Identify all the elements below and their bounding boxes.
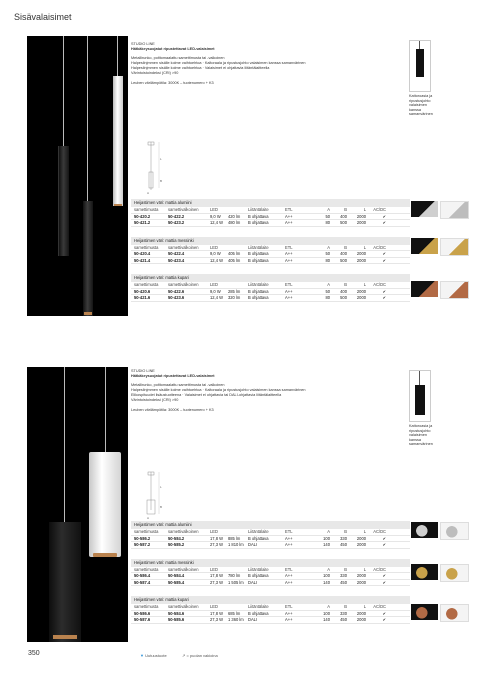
cell: 140 xyxy=(323,542,330,547)
table-group xyxy=(131,596,410,624)
th: AC/DC xyxy=(373,566,386,572)
th: B xyxy=(344,529,347,534)
th: Liitäntälaite xyxy=(248,566,269,572)
th: samettimusta xyxy=(134,529,159,534)
th: AC/DC xyxy=(373,207,386,212)
cell: 50-421.6 xyxy=(134,295,151,300)
cell: 12,4 W xyxy=(210,220,223,225)
svg-text:A: A xyxy=(147,191,150,195)
brand: STUDIO LINE xyxy=(131,369,155,373)
cell: 330 xyxy=(340,573,347,578)
swatch-black-copper xyxy=(411,604,438,620)
swatch-white-copper xyxy=(440,604,469,622)
th: B xyxy=(344,244,347,250)
cell: 50-423.6 xyxy=(168,295,185,300)
cell: 2000 xyxy=(356,257,366,263)
table-group xyxy=(131,237,410,265)
cell: A++ xyxy=(285,610,293,616)
th: AC/DC xyxy=(373,529,386,534)
canopy-thumb-2 xyxy=(409,370,439,447)
cell: 50-587.6 xyxy=(134,617,151,622)
cell: 685 lm xyxy=(228,610,241,616)
cell: 400 xyxy=(340,288,347,294)
cell: 50-584.4 xyxy=(168,573,185,578)
cell: A++ xyxy=(285,295,293,300)
cell: 2000 xyxy=(356,610,366,616)
cell: B ohjattava xyxy=(248,257,269,263)
cell: B ohjattava xyxy=(248,535,269,541)
cell: ✔ xyxy=(382,288,386,294)
th: A xyxy=(327,207,330,212)
temp-note: Leuben värilämpötila: 3000K – tuotenumero + K3 xyxy=(131,407,214,412)
th: B xyxy=(344,604,347,609)
cell: 50 xyxy=(325,251,330,256)
cell: 50-421.2 xyxy=(134,220,151,225)
section-1-text xyxy=(131,42,376,86)
cell: 50-586.6 xyxy=(134,610,151,616)
th: L xyxy=(363,207,366,212)
th: L xyxy=(363,529,366,534)
th: LED xyxy=(210,282,218,287)
cell: 50-422.6 xyxy=(168,288,185,294)
cell: DALI xyxy=(248,579,258,585)
cell: 50-420.4 xyxy=(134,251,151,256)
cell: 50-420.2 xyxy=(134,213,151,219)
cell: ✔ xyxy=(382,251,386,256)
th: samettivalkoinen xyxy=(168,604,199,609)
cell: 400 xyxy=(340,251,347,256)
cell: ✔ xyxy=(382,542,386,547)
th: B xyxy=(344,207,347,212)
cell: 450 xyxy=(340,579,347,585)
cell: 2000 xyxy=(356,288,366,294)
dimension-drawing-1 xyxy=(145,140,185,195)
cell: 9,0 W xyxy=(210,288,221,294)
group-title: Heijastimen väri: mattia alumiini xyxy=(131,521,410,529)
th: ETL xyxy=(285,566,293,572)
swatch-black-brass xyxy=(411,564,438,580)
cell: 50-423.2 xyxy=(168,220,185,225)
th: A xyxy=(327,604,330,609)
cell: 50-422.4 xyxy=(168,251,185,256)
cell: 780 lm xyxy=(228,573,241,578)
svg-text:B: B xyxy=(160,505,163,509)
black-pendant-2 xyxy=(83,201,93,316)
svg-text:B: B xyxy=(160,179,163,183)
cell: B ohjattava xyxy=(248,251,269,256)
cell: A++ xyxy=(285,542,293,547)
cell: ✔ xyxy=(382,535,386,541)
th: Liitäntälaite xyxy=(248,282,269,287)
desc-line: Metallirunko, polttomaalattu samettimusta tai -valkoinen xyxy=(131,56,225,61)
th: B xyxy=(344,566,347,572)
swatch-black-alu xyxy=(411,522,438,538)
cell: 405 lm xyxy=(228,257,241,263)
desc-line: Värintoistoindeksi (CRI) >90 xyxy=(131,398,179,403)
cell: 50-421.4 xyxy=(134,257,151,263)
svg-text:L: L xyxy=(160,485,162,489)
th: samettivalkoinen xyxy=(168,207,199,212)
cell: B ohjattava xyxy=(248,295,269,300)
cell: 27,3 W xyxy=(210,579,223,585)
th: samettimusta xyxy=(134,282,159,287)
th: A xyxy=(327,282,330,287)
cell: DALI xyxy=(248,542,258,547)
th: AC/DC xyxy=(373,604,386,609)
th: ETL xyxy=(285,244,293,250)
cell: A++ xyxy=(285,573,293,578)
cell: B ohjattava xyxy=(248,610,269,616)
th: A xyxy=(327,529,330,534)
th: Liitäntälaite xyxy=(248,604,269,609)
black-cylinder-pendant xyxy=(49,522,81,642)
cell: A++ xyxy=(285,257,293,263)
th: B xyxy=(344,282,347,287)
cell: 2000 xyxy=(356,542,366,547)
group-title: Heijastimen väri: mattia messinki xyxy=(131,559,410,567)
th: AC/DC xyxy=(373,282,386,287)
table-group xyxy=(131,521,410,549)
product-photo-2 xyxy=(27,367,128,642)
th: A xyxy=(327,566,330,572)
cell: 50-584.6 xyxy=(168,610,185,616)
cell: 500 xyxy=(340,220,347,225)
cell: ✔ xyxy=(382,220,386,225)
swatch-white-copper xyxy=(440,281,469,299)
cell: 2000 xyxy=(356,573,366,578)
brand: STUDIO LINE xyxy=(131,42,155,46)
swatch-black-copper xyxy=(411,281,438,297)
cell: 27,3 W xyxy=(210,542,223,547)
cell: 50-585.4 xyxy=(168,579,185,585)
cell: A++ xyxy=(285,535,293,541)
legend-standard xyxy=(182,653,218,658)
th: samettivalkoinen xyxy=(168,244,199,250)
cell: B ohjattava xyxy=(248,220,269,225)
cell: A++ xyxy=(285,579,293,585)
th: LED xyxy=(210,604,218,609)
th: L xyxy=(363,566,366,572)
standard-icon: ↗ xyxy=(182,653,186,658)
desc-line: Halpeslinjmmen sisälle kolme vaihtoehtoa · Valaisimet ei ohjattavia liitäntälaitteella xyxy=(131,66,270,71)
cell: 80 xyxy=(325,257,330,263)
cell: 100 xyxy=(323,610,330,616)
group-title: Heijastimen väri: mattia kupari xyxy=(131,274,410,282)
swatch-white-alu xyxy=(440,522,469,540)
cell: 1 810 lm xyxy=(228,542,244,547)
cell: 17,8 W xyxy=(210,573,223,578)
legend-label: = puolan vakioina xyxy=(186,653,218,658)
cell: ✔ xyxy=(382,257,386,263)
subtitle: Hätkäkeysuojatut ripustettavat LED-valaisimet xyxy=(131,47,215,52)
cell: 400 xyxy=(340,213,347,219)
th: samettivalkoinen xyxy=(168,282,199,287)
desc-line: Värintoistoindeksi (CRI) >90 xyxy=(131,71,179,76)
cell: 80 xyxy=(325,295,330,300)
th: samettimusta xyxy=(134,207,159,212)
cell: 2000 xyxy=(356,213,366,219)
th: samettivalkoinen xyxy=(168,529,199,534)
cell: 450 xyxy=(340,617,347,622)
cell: 2000 xyxy=(356,295,366,300)
swatch-black-brass xyxy=(411,238,438,254)
cell: A++ xyxy=(285,213,293,219)
th: ETL xyxy=(285,529,293,534)
cell: 2000 xyxy=(356,579,366,585)
cell: 27,3 W xyxy=(210,617,223,622)
th: A xyxy=(327,244,330,250)
cell: 80 xyxy=(325,220,330,225)
cell: 50-584.2 xyxy=(168,535,185,541)
cell: 480 lm xyxy=(228,220,241,225)
th: samettimusta xyxy=(134,604,159,609)
table-row xyxy=(131,295,410,302)
cell: ✔ xyxy=(382,579,386,585)
cell: ✔ xyxy=(382,617,386,622)
cell: 140 xyxy=(323,617,330,622)
cell: 285 lm xyxy=(228,288,241,294)
cell: 50-420.6 xyxy=(134,288,151,294)
cell: 12,4 W xyxy=(210,257,223,263)
th: LED xyxy=(210,529,218,534)
th: ETL xyxy=(285,207,293,212)
product-table-2 xyxy=(131,521,410,624)
th: ETL xyxy=(285,604,293,609)
canopy-thumb-1 xyxy=(409,40,439,117)
cell: 50-585.6 xyxy=(168,617,185,622)
cell: 50-422.2 xyxy=(168,213,185,219)
cell: 50-585.2 xyxy=(168,542,185,547)
legend-label: Uutuustuote xyxy=(145,653,167,658)
cell: A++ xyxy=(285,288,293,294)
table-group xyxy=(131,274,410,302)
desc-line: Halpeslinjmmen sisälle kolme vaihtoehtoa · Kaltoraala ja ripustusjohto valaisimen kanssa samanvärinen xyxy=(131,61,306,66)
thumb-caption: Kattoroasia ja ripustusjohto valaisimen kanssa samanvärinen xyxy=(409,424,433,446)
legend-new xyxy=(140,653,167,658)
cell: 320 lm xyxy=(228,295,241,300)
group-title: Heijastimen väri: mattia kupari xyxy=(131,596,410,604)
svg-text:A: A xyxy=(147,516,150,520)
swatch-white-brass xyxy=(440,564,469,582)
temp-note: Leuben värilämpötila: 3000K – tuotenumero + K3 xyxy=(131,80,214,85)
group-title: Heijastimen väri: mattia alumiini xyxy=(131,199,410,207)
cell: 500 xyxy=(340,257,347,263)
th: Liitäntälaite xyxy=(248,207,269,212)
swatch-white-alu xyxy=(440,201,469,219)
th: ETL xyxy=(285,282,293,287)
cell: 405 lm xyxy=(228,251,241,256)
cell: 50 xyxy=(325,213,330,219)
th: samettimusta xyxy=(134,244,159,250)
section-2-text xyxy=(131,369,376,413)
cell: 9,0 W xyxy=(210,251,221,256)
cell: 2000 xyxy=(356,535,366,541)
cell: B ohjattava xyxy=(248,573,269,578)
dimension-drawing-2 xyxy=(145,470,185,520)
cell: 50-423.4 xyxy=(168,257,185,263)
white-cylinder-pendant xyxy=(89,452,121,557)
cell: ✔ xyxy=(382,610,386,616)
cell: 50-587.2 xyxy=(134,542,151,547)
black-pendant-1 xyxy=(58,146,69,256)
swatch-white-brass xyxy=(440,238,469,256)
table-row xyxy=(131,617,410,624)
subtitle: Hätkäkeysuojatut ripustettavat LED-valaisimet xyxy=(131,374,215,379)
th: L xyxy=(363,244,366,250)
cell: 330 xyxy=(340,535,347,541)
desc-line: Metallirunko, polttomaalattu samettimusta tai -valkoinen xyxy=(131,383,225,388)
table-group xyxy=(131,559,410,587)
th: L xyxy=(363,604,366,609)
cell: 2000 xyxy=(356,220,366,225)
desc-line: Halpeslinjmmen sisälle kolme vaihtoehtoa · Kaltoraala ja ripustusjohto valaisimen kanssa samanvärinen xyxy=(131,388,306,393)
cell: 885 lm xyxy=(228,535,241,541)
cell: 2000 xyxy=(356,251,366,256)
white-pendant xyxy=(113,76,123,206)
cell: 450 xyxy=(340,542,347,547)
cell: 100 xyxy=(323,573,330,578)
cell: B ohjattava xyxy=(248,288,269,294)
svg-text:L: L xyxy=(160,157,162,161)
cell: 50-586.2 xyxy=(134,535,151,541)
cell: 9,0 W xyxy=(210,213,221,219)
product-photo-1 xyxy=(27,36,128,316)
th: LED xyxy=(210,244,218,250)
cell: B ohjattava xyxy=(248,213,269,219)
cell: 500 xyxy=(340,295,347,300)
cell: 17,8 W xyxy=(210,535,223,541)
swatch-black-alu xyxy=(411,201,438,217)
cell: 12,4 W xyxy=(210,295,223,300)
cell: A++ xyxy=(285,220,293,225)
th: L xyxy=(363,282,366,287)
th: Liitäntälaite xyxy=(248,244,269,250)
cell: 2000 xyxy=(356,617,366,622)
cell: ✔ xyxy=(382,213,386,219)
cell: 17,8 W xyxy=(210,610,223,616)
cell: A++ xyxy=(285,617,293,622)
th: samettimusta xyxy=(134,566,159,572)
cell: 330 xyxy=(340,610,347,616)
cell: 140 xyxy=(323,579,330,585)
cell: DALI xyxy=(248,617,258,622)
th: AC/DC xyxy=(373,244,386,250)
th: Liitäntälaite xyxy=(248,529,269,534)
thumb-caption: Kattoroasia ja ripustusjohto valaisimen kanssa samanvärinen xyxy=(409,94,433,116)
th: LED xyxy=(210,207,218,212)
cell: 50-587.4 xyxy=(134,579,151,585)
cell: 100 xyxy=(323,535,330,541)
cell: ✔ xyxy=(382,295,386,300)
th: LED xyxy=(210,566,218,572)
cell: 1 505 lm xyxy=(228,579,244,585)
new-product-icon: ▼ xyxy=(140,653,144,658)
table-group xyxy=(131,199,410,227)
page-header: Sisävalaisimet xyxy=(14,12,72,22)
cell: 420 lm xyxy=(228,213,241,219)
product-table-1 xyxy=(131,199,410,302)
th: samettivalkoinen xyxy=(168,566,199,572)
cell: 50-586.4 xyxy=(134,573,151,578)
desc-line: Elikospituudet lisäustuotteena · Valaisimet ei ohjattavia tai DALI-ohjattavia liitäntälaitteella xyxy=(131,393,282,398)
page-number: 350 xyxy=(28,650,40,657)
cell: 50 xyxy=(325,288,330,294)
cell: ✔ xyxy=(382,573,386,578)
cell: A++ xyxy=(285,251,293,256)
cell: 1 360 lm xyxy=(228,617,244,622)
group-title: Heijastimen väri: mattia messinki xyxy=(131,237,410,245)
